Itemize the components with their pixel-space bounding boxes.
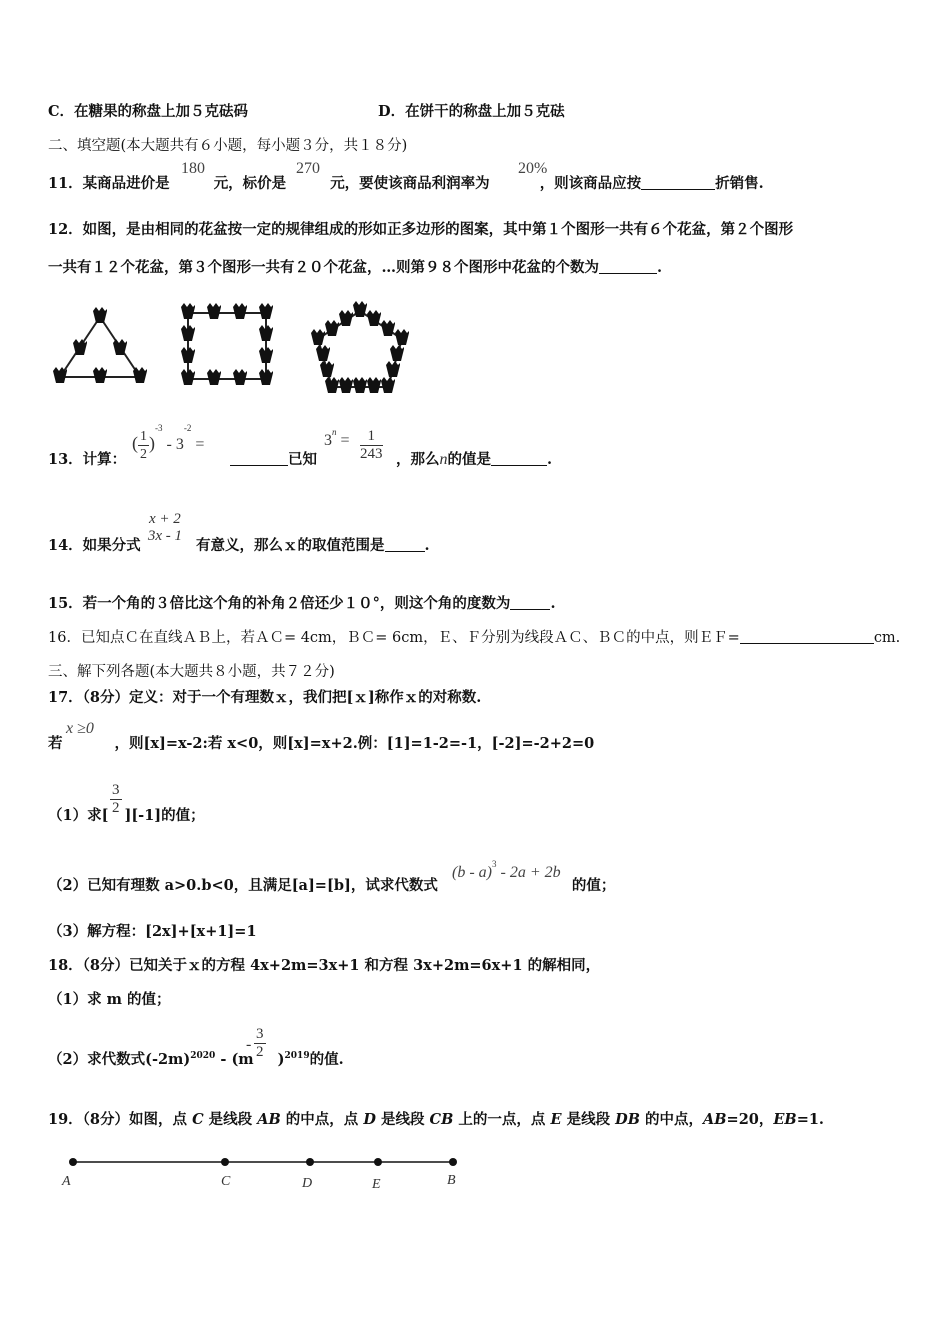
q14-fraction xyxy=(147,511,183,545)
pentagon-pots xyxy=(311,301,409,393)
label-b: B xyxy=(447,1173,456,1188)
q13-end: . xyxy=(547,451,553,468)
q13-exp-n: n xyxy=(332,427,337,437)
q13-eq: = xyxy=(195,436,205,454)
q13-exp2: -2 xyxy=(183,423,192,433)
question-17-part3: （3）解方程：[2x]+[x+1]=1 xyxy=(48,923,257,940)
q13-known: 已知 xyxy=(288,451,317,468)
q13-answer-blank-2[interactable] xyxy=(491,451,547,466)
q17-p2-expression xyxy=(452,859,561,882)
option-c: C．在糖果的称盘上加５克砝码 xyxy=(48,103,249,120)
q19-text-g: 的中点， xyxy=(639,1111,704,1128)
q11-suffix: 折销售. xyxy=(715,175,764,192)
label-e: E xyxy=(372,1177,381,1192)
q14-suffix: 有意义，那么ｘ的取值范围是 xyxy=(196,537,385,554)
q13-frac-den: 2 xyxy=(140,447,147,462)
label-a: A xyxy=(62,1174,71,1189)
q17-cond-post: ，则[x]=x-2:若 x<0，则[x]=x+2.例：[1]=1-2=-1，[-2]=-2+2=0 xyxy=(114,735,595,752)
section-2-heading: 二、填空题(本大题共有６小题，每小题３分，共１８分) xyxy=(48,138,408,154)
q13-rhs-num: 1 xyxy=(360,428,383,446)
q18-p2-pre: （2）求代数式(-2m) xyxy=(48,1051,191,1068)
q15-end: . xyxy=(550,595,556,612)
q13-var-n: n xyxy=(439,451,448,468)
q13-middle xyxy=(230,450,317,470)
question-17-line1: 17．（8分）定义：对于一个有理数ｘ，我们把[ｘ]称作ｘ的对称数. xyxy=(48,689,482,706)
q19-cb: CB xyxy=(429,1111,454,1128)
question-14 xyxy=(48,536,141,556)
q17-p2-math: (b - a) xyxy=(452,864,492,881)
q14-answer-blank[interactable] xyxy=(385,537,425,552)
q19-text-h: =20， xyxy=(726,1111,774,1128)
segment-figure xyxy=(50,1150,470,1195)
square-pots xyxy=(181,303,273,385)
question-18-part2 xyxy=(48,1050,344,1070)
q19-c: C xyxy=(192,1111,204,1128)
q13-expression: ( $\frac{1}{2}$ )$^{-3} - 3^{-2}$ = xyxy=(132,423,205,462)
triangle-pots xyxy=(53,307,147,383)
q19-text-i: =1. xyxy=(796,1111,824,1128)
q17-p2-post: 的值； xyxy=(571,877,616,894)
point-c xyxy=(221,1158,229,1166)
question-15 xyxy=(48,594,556,614)
q19-e: E xyxy=(550,1111,562,1128)
q17-p1-pre: （1）求[ xyxy=(48,807,109,824)
q12-answer-blank[interactable] xyxy=(599,259,657,274)
question-18-part1: （1）求 m 的值； xyxy=(48,991,171,1008)
q14-end: . xyxy=(424,537,430,554)
q17-p2-exp: 3 xyxy=(491,859,497,869)
q18-p2-exp1: 2020 xyxy=(190,1051,216,1062)
question-17-condition xyxy=(48,734,594,754)
q13-then: ，那么 xyxy=(396,451,440,468)
q17-p1-num: 3 xyxy=(112,782,120,798)
q13-known-eq xyxy=(324,427,350,450)
q19-text-a: 19．（8分）如图，点 xyxy=(48,1111,193,1128)
q13-eq2: = xyxy=(340,432,350,449)
q13-tail-text: 的值是 xyxy=(447,451,491,468)
question-18-line1: 18．（8分）已知关于ｘ的方程 4x+2m=3x+1 和方程 3x+2m=6x+1 的解相同， xyxy=(48,957,601,974)
q11-mid2: 元，要使该商品利润率为 xyxy=(330,175,490,192)
q19-d: D xyxy=(363,1111,376,1128)
q17-cond-pre: 若 xyxy=(48,735,63,752)
point-d xyxy=(306,1158,314,1166)
point-b xyxy=(449,1158,457,1166)
q13-prefix: 13．计算： xyxy=(48,451,127,468)
q16-text: 16．已知点Ｃ在直线ＡＢ上，若ＡＣ= 4cm，ＢＣ= 6cm，Ｅ、Ｆ分别为线段ＡＣ、ＢＣ的中点，则ＥＦ= xyxy=(48,630,740,646)
q15-answer-blank[interactable] xyxy=(510,595,550,610)
q13-tail xyxy=(396,450,552,470)
option-d: D．在饼干的称盘上加５克砝 xyxy=(378,103,565,120)
q12-end: . xyxy=(657,259,663,276)
question-11 xyxy=(48,174,764,194)
q14-rest xyxy=(196,536,430,556)
label-d: D xyxy=(302,1176,313,1191)
q11-rate: 20% xyxy=(518,160,548,177)
question-17-part1 xyxy=(48,806,205,826)
q17-p1-fraction xyxy=(110,782,122,817)
q12-line2-text: 一共有１２个花盆，第３个图形一共有２０个花盆，…则第９８个图形中花盆的个数为 xyxy=(48,259,599,276)
q17-p2-pre: （2）已知有理数 a>0.b<0，且满足[a]=[b]，试求代数式 xyxy=(48,877,438,894)
q11-cost: 180 xyxy=(181,160,205,177)
q13-frac-num: 1 xyxy=(140,429,147,444)
q14-num: x + 2 xyxy=(149,511,181,527)
q19-text-f: 是线段 xyxy=(561,1111,616,1128)
q19-text-b: 是线段 xyxy=(203,1111,258,1128)
q19-text-d: 是线段 xyxy=(375,1111,430,1128)
q18-p2-frac-den: 2 xyxy=(256,1044,264,1060)
q17-p2-rest: - 2a + 2b xyxy=(500,864,561,881)
q13-minus3: - 3 xyxy=(166,436,184,454)
label-c: C xyxy=(221,1174,231,1189)
q18-p2-fraction xyxy=(254,1026,266,1061)
q18-p2-mid: - (m xyxy=(215,1051,254,1068)
q13-rhs-den: 243 xyxy=(360,446,383,462)
q18-p2-exp2: 2019 xyxy=(284,1051,310,1062)
q17-p1-post: ][-1]的值； xyxy=(124,807,205,824)
point-e xyxy=(374,1158,382,1166)
q13-answer-blank-1[interactable] xyxy=(230,451,288,466)
q19-text-c: 的中点，点 xyxy=(280,1111,364,1128)
question-12-line2 xyxy=(48,258,662,278)
q13-base: 3 xyxy=(324,432,332,449)
q19-text-e: 上的一点，点 xyxy=(453,1111,551,1128)
q14-den: 3x - 1 xyxy=(147,528,182,544)
q18-p2-post: 的值. xyxy=(309,1051,344,1068)
q19-db: DB xyxy=(615,1111,640,1128)
q19-ab: AB xyxy=(257,1111,281,1128)
q17-p1-den: 2 xyxy=(112,800,120,816)
q19-ab2: AB xyxy=(703,1111,727,1128)
q11-mid3: ，则该商品应按 xyxy=(539,175,642,192)
question-12-line1: 12．如图，是由相同的花盆按一定的规律组成的形如正多边形的图案，其中第１个图形一共有６个花盆，第２个图形 xyxy=(48,221,794,238)
q19-eb: EB xyxy=(773,1111,797,1128)
question-19 xyxy=(48,1110,824,1130)
q17-cond-math: x ≥0 xyxy=(66,720,94,737)
q11-answer-blank[interactable] xyxy=(641,175,715,190)
q15-text: 15．若一个角的３倍比这个角的补角２倍还少１０°，则这个角的度数为 xyxy=(48,595,511,612)
q16-answer-blank[interactable] xyxy=(740,629,874,644)
section-3-heading: 三、解下列各题(本大题共８小题，共７２分) xyxy=(48,664,335,680)
q18-minus-sign: - xyxy=(246,1036,252,1053)
flower-pot-figure xyxy=(40,295,420,405)
q13-rhs-fraction xyxy=(360,428,383,463)
q18-p2-close: ) xyxy=(277,1051,285,1068)
q16-unit: cm. xyxy=(873,630,901,646)
q11-price: 270 xyxy=(296,160,320,177)
question-13 xyxy=(48,450,126,470)
q11-prefix: 11．某商品进价是 xyxy=(48,175,170,192)
point-a xyxy=(69,1158,77,1166)
q14-prefix: 14．如果分式 xyxy=(48,537,141,554)
question-16 xyxy=(48,628,900,648)
q11-mid1: 元，标价是 xyxy=(213,175,287,192)
q18-p2-frac-num: 3 xyxy=(256,1026,264,1042)
q13-exp1: -3 xyxy=(155,423,163,433)
